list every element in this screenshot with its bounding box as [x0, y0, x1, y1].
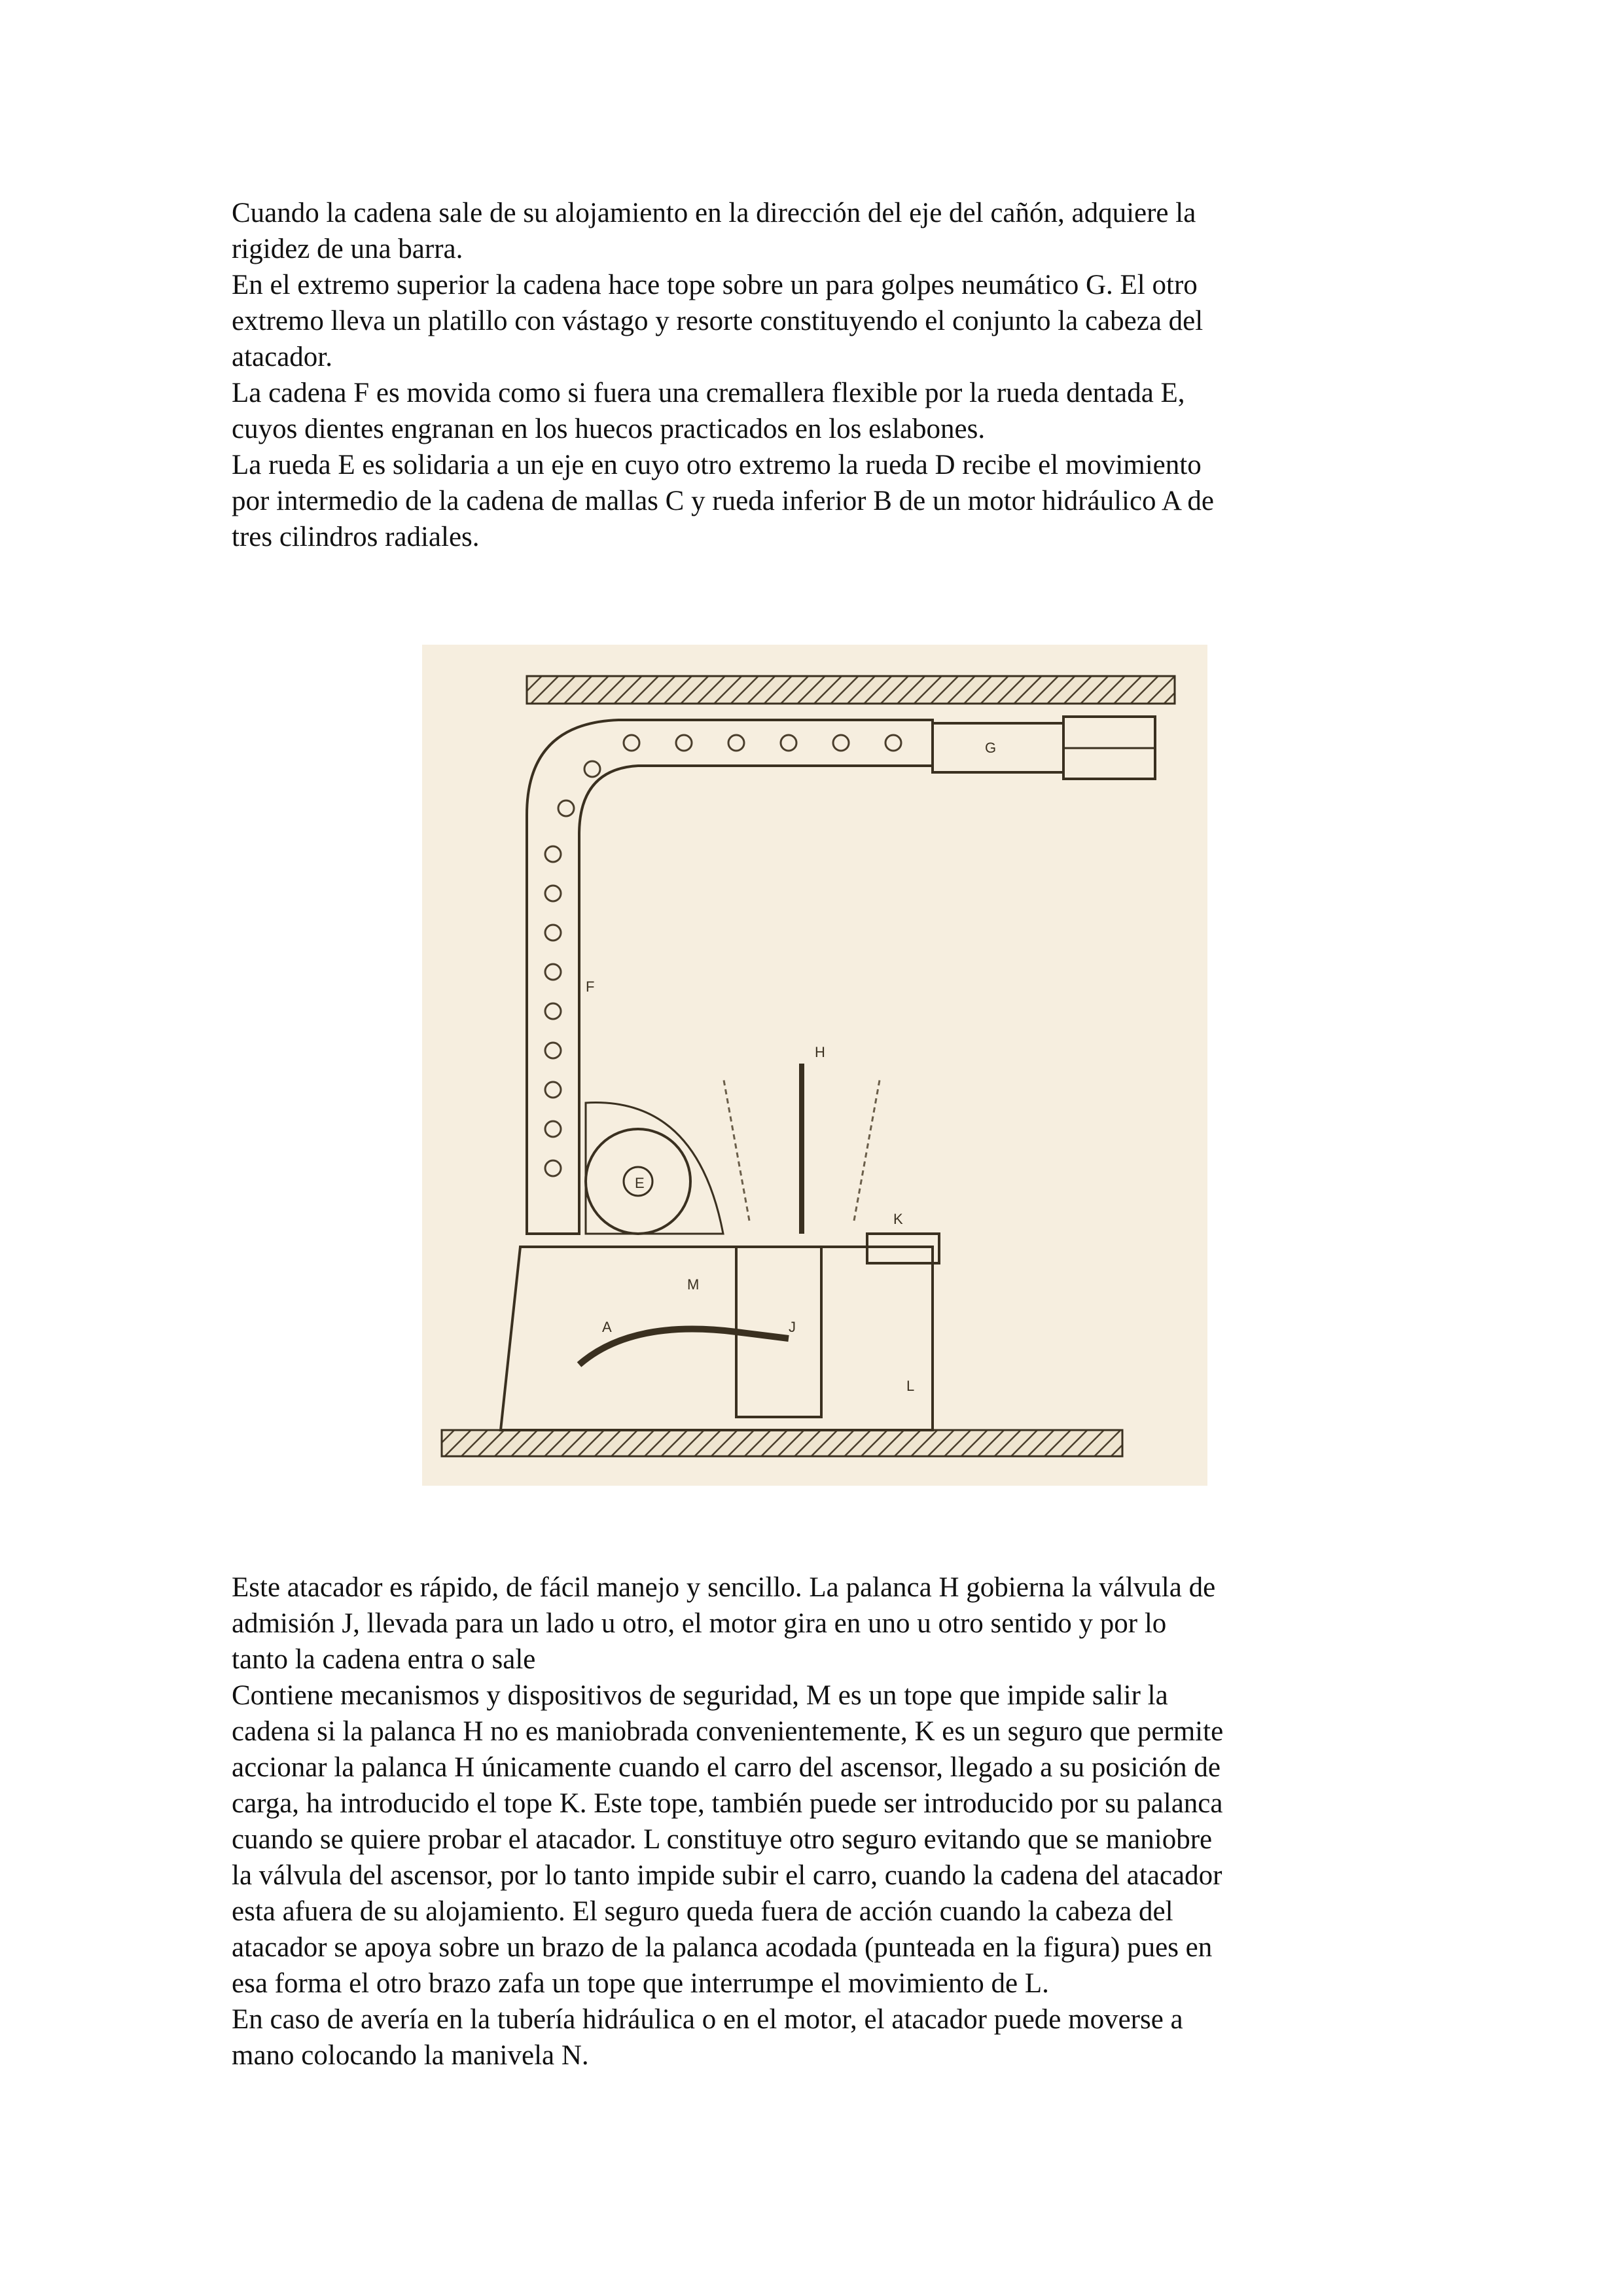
text-line: La cadena F es movida como si fuera una cremallera flexible por la rueda dentada E, [232, 378, 1185, 408]
text-line: extremo lleva un platillo con vástago y resorte constituyendo el conjunto la cabeza del [232, 306, 1204, 336]
text-line: Este atacador es rápido, de fácil manejo y sencillo. La palanca H gobierna la válvula de [232, 1572, 1216, 1603]
label-a: A [602, 1319, 612, 1335]
text-line: la válvula del ascensor, por lo tanto impide subir el carro, cuando la cadena del atacador [232, 1860, 1222, 1891]
wheel-guard [586, 1103, 723, 1234]
text-line: tanto la cadena entra o sale [232, 1644, 536, 1675]
text-line: admisión J, llevada para un lado u otro, el motor gira en uno u otro sentido y por lo [232, 1608, 1167, 1639]
text-line: Contiene mecanismos y dispositivos de seguridad, M es un tope que impide salir la [232, 1680, 1168, 1711]
text-line: La rueda E es solidaria a un eje en cuyo otro extremo la rueda D recibe el movimiento [232, 450, 1202, 480]
label-g: G [985, 740, 997, 756]
text-line: En el extremo superior la cadena hace tope sobre un para golpes neumático G. El otro [232, 270, 1198, 300]
text-line: atacador se apoya sobre un brazo de la palanca acodada (punteada en la figura) pues en [232, 1932, 1213, 1963]
text-line: cuyos dientes engranan en los huecos practicados en los eslabones. [232, 414, 986, 444]
text-line: atacador. [232, 342, 332, 372]
label-h: H [815, 1044, 825, 1060]
text-line: rigidez de una barra. [232, 234, 463, 264]
buffer-cylinder [933, 723, 1063, 772]
text-line: accionar la palanca H únicamente cuando el carro del ascensor, llegado a su posición de [232, 1752, 1221, 1783]
top-text-block [232, 195, 1410, 555]
top-beam [527, 676, 1175, 704]
text-line: esa forma el otro brazo zafa un tope que interrumpe el movimiento de L. [232, 1968, 1049, 1999]
text-line: esta afuera de su alojamiento. El seguro queda fuera de acción cuando la cabeza del [232, 1896, 1173, 1927]
text-line: tres cilindros radiales. [232, 522, 480, 552]
text-line: mano colocando la manivela N. [232, 2040, 589, 2071]
label-m: M [687, 1276, 700, 1293]
rammer-mechanism-figure [422, 645, 1207, 1486]
text-line: cuando se quiere probar el atacador. L constituye otro seguro evitando que se maniobre [232, 1824, 1213, 1855]
label-k: K [893, 1211, 903, 1227]
label-j: J [789, 1319, 796, 1335]
text-line: carga, ha introducido el tope K. Este tope, también puede ser introducido por su palanca [232, 1788, 1223, 1819]
label-e: E [635, 1175, 645, 1191]
chain-links [545, 735, 901, 1176]
bottom-text-block [232, 1570, 1410, 2073]
text-line: por intermedio de la cadena de mallas C y rueda inferior B de un motor hidráulico A de [232, 486, 1214, 516]
text-line: Cuando la cadena sale de su alojamiento en la dirección del eje del cañón, adquiere la [232, 198, 1196, 228]
rammer-diagram [422, 645, 1207, 1486]
text-line: En caso de avería en la tubería hidráulica o en el motor, el atacador puede moverse a [232, 2004, 1183, 2035]
motor-frame [501, 1247, 933, 1430]
safety-k [867, 1234, 939, 1263]
bottom-beam [442, 1430, 1122, 1456]
label-f: F [586, 978, 595, 995]
chain-housing [527, 720, 933, 1234]
text-line: cadena si la palanca H no es maniobrada convenientemente, K es un seguro que permite [232, 1716, 1224, 1747]
label-l: L [906, 1378, 915, 1394]
